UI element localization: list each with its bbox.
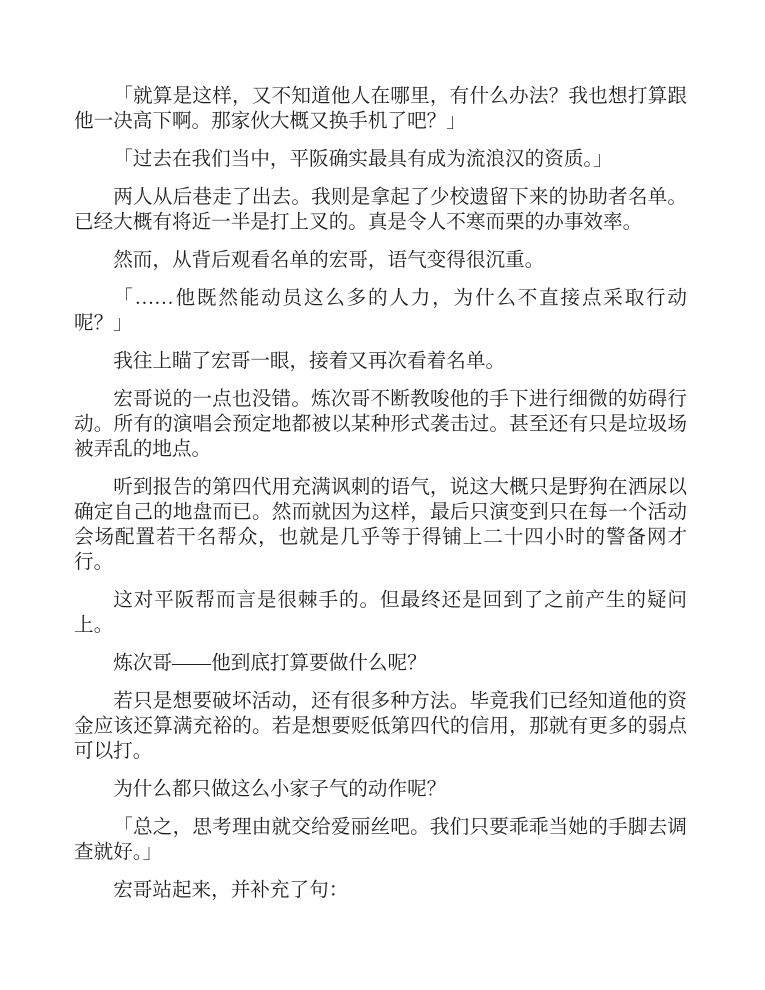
paragraph: 这对平阪帮而言是很棘手的。但最终还是回到了之前产生的疑问上。 <box>74 590 687 636</box>
paragraph: 「总之，思考理由就交给爱丽丝吧。我们只要乖乖当她的手脚去调查就好。」 <box>74 817 687 863</box>
paragraph: 然而，从背后观看名单的宏哥，语气变得很沉重。 <box>113 250 545 271</box>
paragraph: 「过去在我们当中，平阪确实最具有成为流浪汉的资质。」 <box>113 149 613 170</box>
paragraph: 「就算是这样，又不知道他人在哪里，有什么办法？我也想打算跟他一决高下啊。那家伙大概又换手机了吧？」 <box>74 86 687 132</box>
paragraph: 「……他既然能动员这么多的人力，为什么不直接点采取行动呢？」 <box>74 288 687 334</box>
paragraph: 两人从后巷走了出去。我则是拿起了少校遗留下来的协助者名单。已经大概有将近一半是打上叉的。真是令人不寒而栗的办事效率。 <box>74 187 687 233</box>
paragraph: 为什么都只做这么小家子气的动作呢？ <box>113 779 447 800</box>
novel-text-body <box>74 84 687 916</box>
paragraph: 若只是想要破坏活动，还有很多种方法。毕竟我们已经知道他的资金应该还算满充裕的。若是想要贬低第四代的信用，那就有更多的弱点可以打。 <box>74 691 687 762</box>
paragraph: 炼次哥——他到底打算要做什么呢？ <box>113 653 427 674</box>
paragraph: 宏哥说的一点也没错。炼次哥不断教唆他的手下进行细微的妨碍行动。所有的演唱会预定地都被以某种形式袭击过。甚至还有只是垃圾场被弄乱的地点。 <box>74 389 687 460</box>
paragraph: 宏哥站起来，并补充了句： <box>113 880 349 901</box>
paragraph: 听到报告的第四代用充满讽刺的语气，说这大概只是野狗在洒尿以确定自己的地盘而已。然而就因为这样，最后只演变到只在每一个活动会场配置若干名帮众，也就是几乎等于得铺上二十四小时的警备网才行。 <box>74 477 687 573</box>
paragraph: 我往上瞄了宏哥一眼，接着又再次看着名单。 <box>113 351 506 372</box>
